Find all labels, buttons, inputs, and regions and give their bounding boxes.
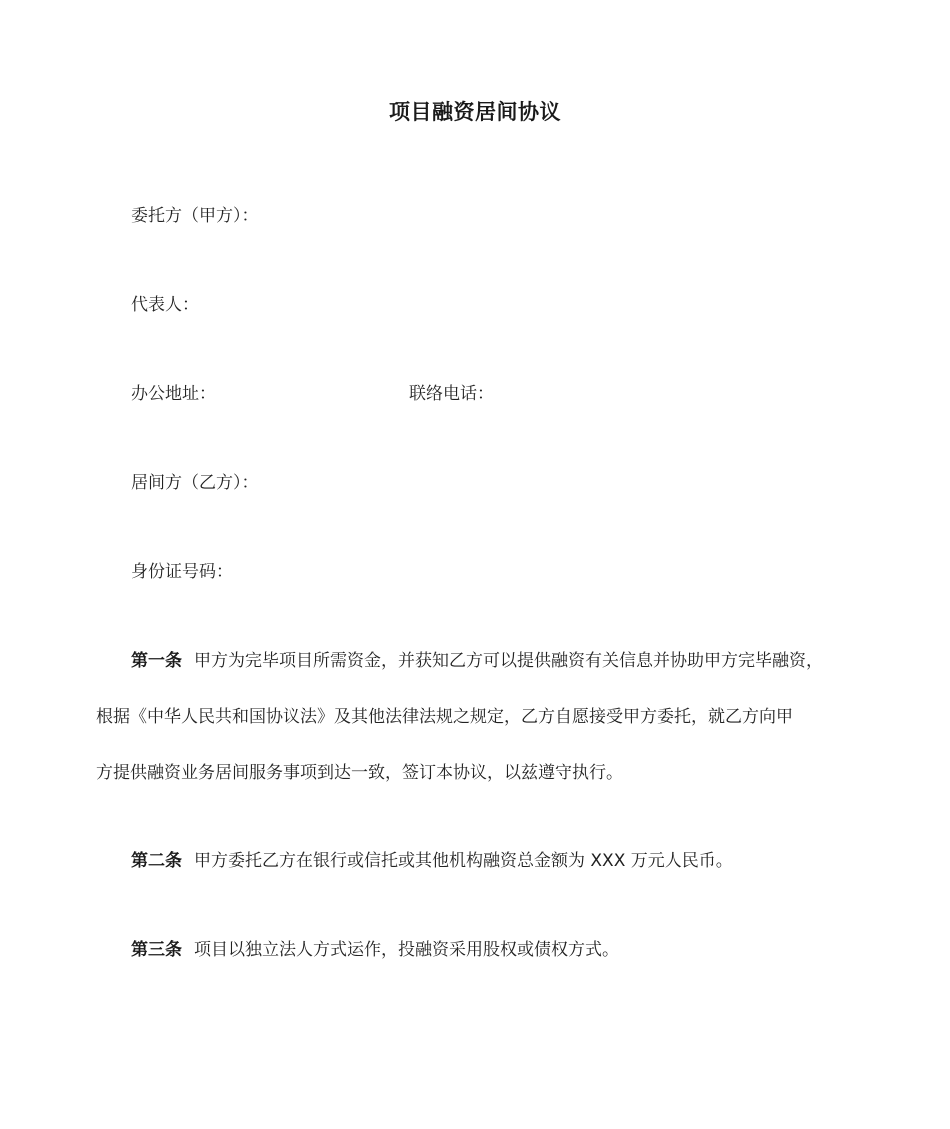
article-2-line-1	[131, 849, 733, 873]
article-2-text-1: 甲方委托乙方在银行或信托或其他机构融资总金额为 XXX 万元人民币。	[194, 851, 733, 871]
article-1-line-3: 方提供融资业务居间服务事项到达一致，签订本协议，以兹遵守执行。	[96, 763, 623, 783]
article-1-heading: 第一条	[131, 651, 182, 671]
id-number-field-label: 身份证号码：	[131, 562, 233, 582]
representative-field-label: 代表人：	[131, 295, 199, 315]
article-1-line-2: 根据《中华人民共和国协议法》及其他法律法规之规定，乙方自愿接受甲方委托，就乙方向甲	[96, 707, 793, 727]
article-1-line-1	[131, 649, 823, 673]
client-field-label: 委托方（甲方）：	[131, 206, 259, 226]
document-title: 项目融资居间协议	[389, 100, 561, 124]
article-3-line-1	[131, 938, 619, 962]
article-2-heading: 第二条	[131, 851, 182, 871]
article-3-heading: 第三条	[131, 940, 182, 960]
article-3-text-1: 项目以独立法人方式运作，投融资采用股权或债权方式。	[194, 940, 619, 960]
article-1-text-1: 甲方为完毕项目所需资金，并获知乙方可以提供融资有关信息并协助甲方完毕融资，	[194, 651, 823, 671]
office-address-field-label: 办公地址：	[131, 384, 216, 404]
phone-field-label: 联络电话：	[409, 384, 494, 404]
intermediary-field-label: 居间方（乙方）：	[131, 473, 259, 493]
